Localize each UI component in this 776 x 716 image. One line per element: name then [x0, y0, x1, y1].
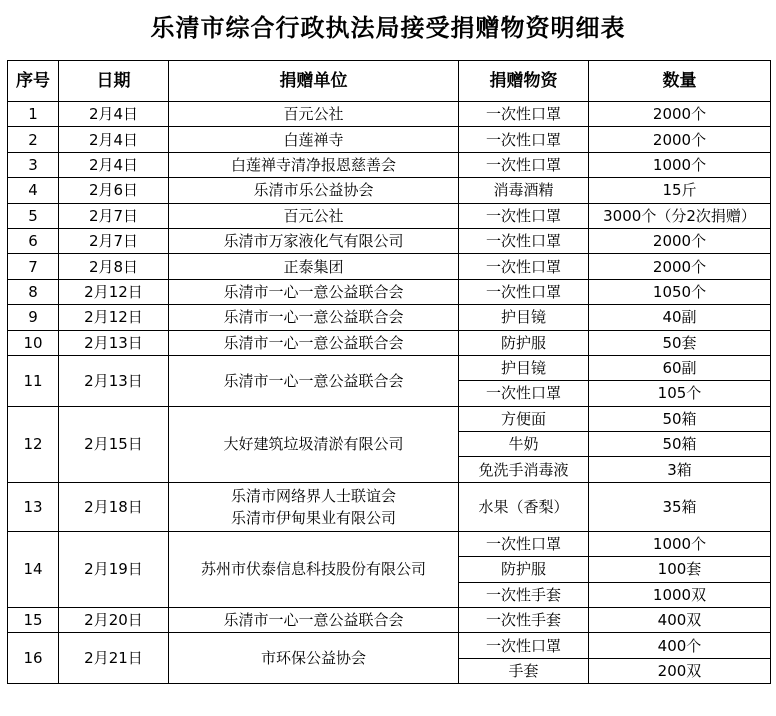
- donated-item: 一次性口罩: [459, 152, 589, 177]
- donor-name: [169, 102, 459, 127]
- item-quantity: 40副: [589, 305, 771, 330]
- donor-line: 乐清市一心一意公益联合会: [223, 371, 404, 390]
- donor-name: [169, 305, 459, 330]
- donated-item: 一次性口罩: [459, 228, 589, 253]
- donor-name: [169, 633, 459, 684]
- donor-name: [169, 406, 459, 482]
- donor-name: [169, 127, 459, 152]
- donated-item: 方便面: [459, 406, 589, 431]
- row-number: 12: [8, 406, 59, 482]
- donor-line: 大好建筑垃圾清淤有限公司: [223, 435, 404, 454]
- item-quantity: 1000双: [589, 582, 771, 607]
- item-quantity: 50箱: [589, 432, 771, 457]
- table-row: [8, 608, 771, 633]
- donation-date: 2月13日: [59, 330, 169, 355]
- item-quantity: 3箱: [589, 457, 771, 482]
- row-number: 10: [8, 330, 59, 355]
- item-quantity: 1000个: [589, 152, 771, 177]
- donor-line: 乐清市网络界人士联谊会: [230, 486, 396, 505]
- donor-name: [169, 152, 459, 177]
- item-quantity: 200双: [589, 658, 771, 683]
- donor-name: [169, 330, 459, 355]
- donor-line: 乐清市乐公益协会: [253, 181, 374, 200]
- item-quantity: 100套: [589, 557, 771, 582]
- donor-line: 乐清市伊甸果业有限公司: [230, 508, 396, 527]
- donor-line: 乐清市万家液化气有限公司: [223, 232, 404, 251]
- donation-date: 2月21日: [59, 633, 169, 684]
- item-quantity: 50套: [589, 330, 771, 355]
- donated-item: 防护服: [459, 557, 589, 582]
- donated-item: 护目镜: [459, 355, 589, 380]
- table-row: [8, 178, 771, 203]
- header-item: 捐赠物资: [459, 61, 589, 102]
- item-quantity: 2000个: [589, 127, 771, 152]
- donor-line: 市环保公益协会: [260, 649, 366, 668]
- item-quantity: 1050个: [589, 279, 771, 304]
- donor-line: 乐清市一心一意公益联合会: [223, 333, 404, 352]
- row-number: 16: [8, 633, 59, 684]
- donor-line: 白莲禅寺: [283, 130, 344, 149]
- donor-name: [169, 203, 459, 228]
- donation-date: 2月12日: [59, 279, 169, 304]
- donated-item: 手套: [459, 658, 589, 683]
- donated-item: 一次性口罩: [459, 254, 589, 279]
- row-number: 5: [8, 203, 59, 228]
- row-number: 3: [8, 152, 59, 177]
- table-body: [8, 102, 771, 684]
- donation-date: 2月19日: [59, 531, 169, 607]
- header-donor: 捐赠单位: [169, 61, 459, 102]
- item-quantity: 60副: [589, 355, 771, 380]
- donation-date: 2月4日: [59, 102, 169, 127]
- table-row: [8, 531, 771, 556]
- donation-date: 2月18日: [59, 482, 169, 531]
- row-number: 1: [8, 102, 59, 127]
- item-quantity: 2000个: [589, 102, 771, 127]
- item-quantity: 2000个: [589, 228, 771, 253]
- row-number: 13: [8, 482, 59, 531]
- donor-line: 白莲禅寺清净报恩慈善会: [230, 155, 396, 174]
- donor-name: [169, 178, 459, 203]
- donated-item: 一次性口罩: [459, 531, 589, 556]
- donor-name: [169, 279, 459, 304]
- row-number: 15: [8, 608, 59, 633]
- donor-line: 百元公社: [283, 105, 344, 124]
- donor-line: 苏州市伏泰信息科技股份有限公司: [200, 560, 426, 579]
- table-row: [8, 355, 771, 380]
- row-number: 4: [8, 178, 59, 203]
- donated-item: 一次性口罩: [459, 279, 589, 304]
- donation-date: 2月13日: [59, 355, 169, 406]
- donor-name: [169, 608, 459, 633]
- donated-item: 一次性口罩: [459, 102, 589, 127]
- donated-item: 一次性口罩: [459, 127, 589, 152]
- donor-name: [169, 531, 459, 607]
- donated-item: 一次性手套: [459, 582, 589, 607]
- donation-date: 2月12日: [59, 305, 169, 330]
- donation-date: 2月4日: [59, 152, 169, 177]
- row-number: 14: [8, 531, 59, 607]
- donor-name: [169, 482, 459, 531]
- table-row: [8, 152, 771, 177]
- donor-line: 百元公社: [283, 206, 344, 225]
- donated-item: 消毒酒精: [459, 178, 589, 203]
- row-number: 7: [8, 254, 59, 279]
- table-row: [8, 203, 771, 228]
- item-quantity: 2000个: [589, 254, 771, 279]
- donation-date: 2月20日: [59, 608, 169, 633]
- donated-item: 一次性口罩: [459, 203, 589, 228]
- item-quantity: 15斤: [589, 178, 771, 203]
- table-row: [8, 482, 771, 531]
- row-number: 11: [8, 355, 59, 406]
- item-quantity: 105个: [589, 381, 771, 406]
- donated-item: 护目镜: [459, 305, 589, 330]
- donor-line: 正泰集团: [283, 257, 344, 276]
- donor-line: 乐清市一心一意公益联合会: [223, 611, 404, 630]
- item-quantity: 3000个（分2次捐赠）: [589, 203, 771, 228]
- donated-item: 一次性口罩: [459, 381, 589, 406]
- donor-name: [169, 254, 459, 279]
- table-row: [8, 330, 771, 355]
- table-row: [8, 633, 771, 658]
- table-header-row: [8, 61, 771, 102]
- table-row: [8, 228, 771, 253]
- header-number: 序号: [8, 61, 59, 102]
- table-row: [8, 305, 771, 330]
- row-number: 2: [8, 127, 59, 152]
- table-row: [8, 127, 771, 152]
- item-quantity: 1000个: [589, 531, 771, 556]
- item-quantity: 400个: [589, 633, 771, 658]
- donated-item: 一次性手套: [459, 608, 589, 633]
- donated-item: 牛奶: [459, 432, 589, 457]
- donor-name: [169, 228, 459, 253]
- donor-name: [169, 355, 459, 406]
- item-quantity: 50箱: [589, 406, 771, 431]
- item-quantity: 35箱: [589, 482, 771, 531]
- donated-item: 免洗手消毒液: [459, 457, 589, 482]
- table-row: [8, 406, 771, 431]
- item-quantity: 400双: [589, 608, 771, 633]
- row-number: 6: [8, 228, 59, 253]
- table-row: [8, 279, 771, 304]
- row-number: 8: [8, 279, 59, 304]
- donated-item: 一次性口罩: [459, 633, 589, 658]
- donation-date: 2月7日: [59, 228, 169, 253]
- donor-line: 乐清市一心一意公益联合会: [223, 308, 404, 327]
- table-row: [8, 102, 771, 127]
- table-row: [8, 254, 771, 279]
- donor-line: 乐清市一心一意公益联合会: [223, 282, 404, 301]
- row-number: 9: [8, 305, 59, 330]
- donation-date: 2月4日: [59, 127, 169, 152]
- donation-date: 2月6日: [59, 178, 169, 203]
- donation-date: 2月15日: [59, 406, 169, 482]
- page-title: 乐清市综合行政执法局接受捐赠物资明细表: [150, 14, 626, 42]
- donated-item: 水果（香梨）: [459, 482, 589, 531]
- donation-table: [7, 60, 771, 684]
- donation-date: 2月8日: [59, 254, 169, 279]
- donated-item: 防护服: [459, 330, 589, 355]
- donation-date: 2月7日: [59, 203, 169, 228]
- header-date: 日期: [59, 61, 169, 102]
- header-quantity: 数量: [589, 61, 771, 102]
